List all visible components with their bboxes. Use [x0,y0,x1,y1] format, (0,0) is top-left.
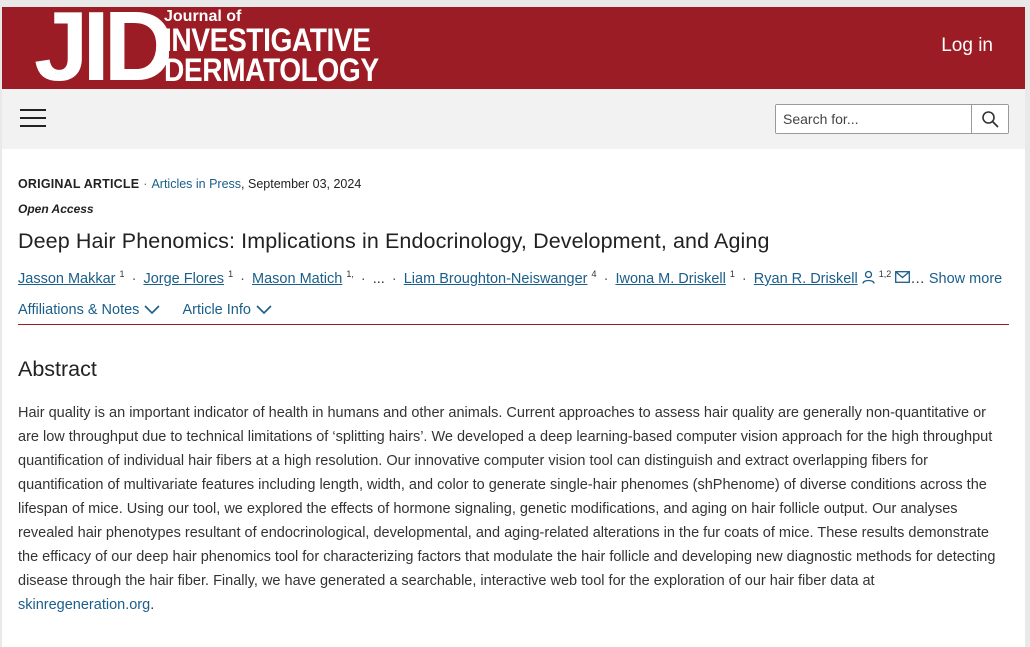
logo-line-2: DERMATOLOGY [164,52,379,88]
abstract-body: Hair quality is an important indicator of health in humans and other animals. Current approaches to assess hair quality are generally non-quantitative or are low throughput due to technical limitations of ‘splitting hairs’. We developed a deep learning-based computer vision approach for the high throughput quantification of individual hair fibers at a high resolution. Our innovative computer vision tool can distinguish and extract overlapping fibers for quantification of multivariate features including length, width, and color to generate single-hair phenomes (shPhenome) of diverse conditions across the lifespan of mice. Using our tool, we explored the effects of hormone signaling, genetic modifications, and aging on hair follicle output. Our analyses revealed hair phenotypes resultant of endocrinological, developmental, and aging-related alterations in the fur coats of mice. These results demonstrate the efficacy of our deep hair phenomics tool for characterizing factors that modulate the hair follicle and developing new diagnostic methods for detecting disease through the hair fiber. Finally, we have generated a searchable, interactive web tool for the exploration of our hair fiber data at [18,405,996,589]
search-button[interactable] [971,105,1008,133]
author-ellipsis: ... [372,270,385,287]
author-separator: · [240,270,245,287]
tab-label: Article Info [182,302,251,318]
article-title: Deep Hair Phenomics: Implications in Endocrinology, Development, and Aging [18,229,770,253]
skinregeneration-link[interactable]: skinregeneration.org [18,597,151,613]
author-link[interactable]: Iwona M. Driskell [615,270,726,287]
chevron-down-icon [256,305,272,315]
search-icon [981,110,999,128]
author-link[interactable]: Mason Matich [252,270,343,287]
author-separator: · [603,270,609,287]
author-affiliation-sup: 1 [119,269,125,279]
search-box [775,104,1009,134]
hamburger-menu-icon[interactable] [20,109,46,129]
author-list [18,269,1002,287]
logo-journal: Journal of [164,8,242,25]
article-date: , September 03, 2024 [241,177,362,191]
abstract-text [18,401,1008,617]
author-affiliation-sup: 1, [346,269,354,279]
section-divider [18,324,1009,325]
email-icon[interactable] [895,271,910,283]
tab-affiliations[interactable] [18,302,160,318]
logo-text [164,8,424,88]
journal-logo[interactable] [34,7,169,89]
person-icon [862,270,875,284]
author-link[interactable]: Liam Broughton-Neiswanger [403,270,588,287]
logo-line-1: INVESTIGATIVE [164,22,371,58]
author-link[interactable]: Ryan R. Driskell [753,270,858,287]
section-link[interactable]: Articles in Press [151,177,242,191]
article-meta [18,177,361,191]
logo-mark: JID [34,7,169,89]
abstract-end: . [150,597,155,613]
author-separator: · [391,270,397,287]
abstract-heading: Abstract [18,357,97,381]
author-separator: · [131,270,137,287]
article-type: ORIGINAL ARTICLE [18,177,140,191]
site-header [2,7,1025,89]
search-input[interactable] [776,105,971,133]
author-affiliation-sup: 1 [729,269,735,279]
open-access-label: Open Access [18,202,94,216]
show-more-link[interactable]: Show more [928,270,1003,287]
author-affiliation-sup: 1,2 [878,269,892,279]
login-link[interactable]: Log in [941,35,993,56]
author-separator: · [741,270,747,287]
author-link[interactable]: Jorge Flores [143,270,225,287]
more-authors-ellipsis: … [910,270,925,287]
author-affiliation-sup: 1 [228,269,234,279]
tab-article-info[interactable] [182,302,272,318]
author-link[interactable]: Jasson Makkar [18,270,116,287]
toolbar [2,89,1025,149]
chevron-down-icon [144,305,160,315]
tab-label: Affiliations & Notes [18,302,140,318]
page [2,7,1025,647]
article-tabs [18,302,272,318]
author-affiliation-sup: 4 [591,269,597,279]
meta-separator: · [143,177,148,191]
author-separator: · [360,270,366,287]
